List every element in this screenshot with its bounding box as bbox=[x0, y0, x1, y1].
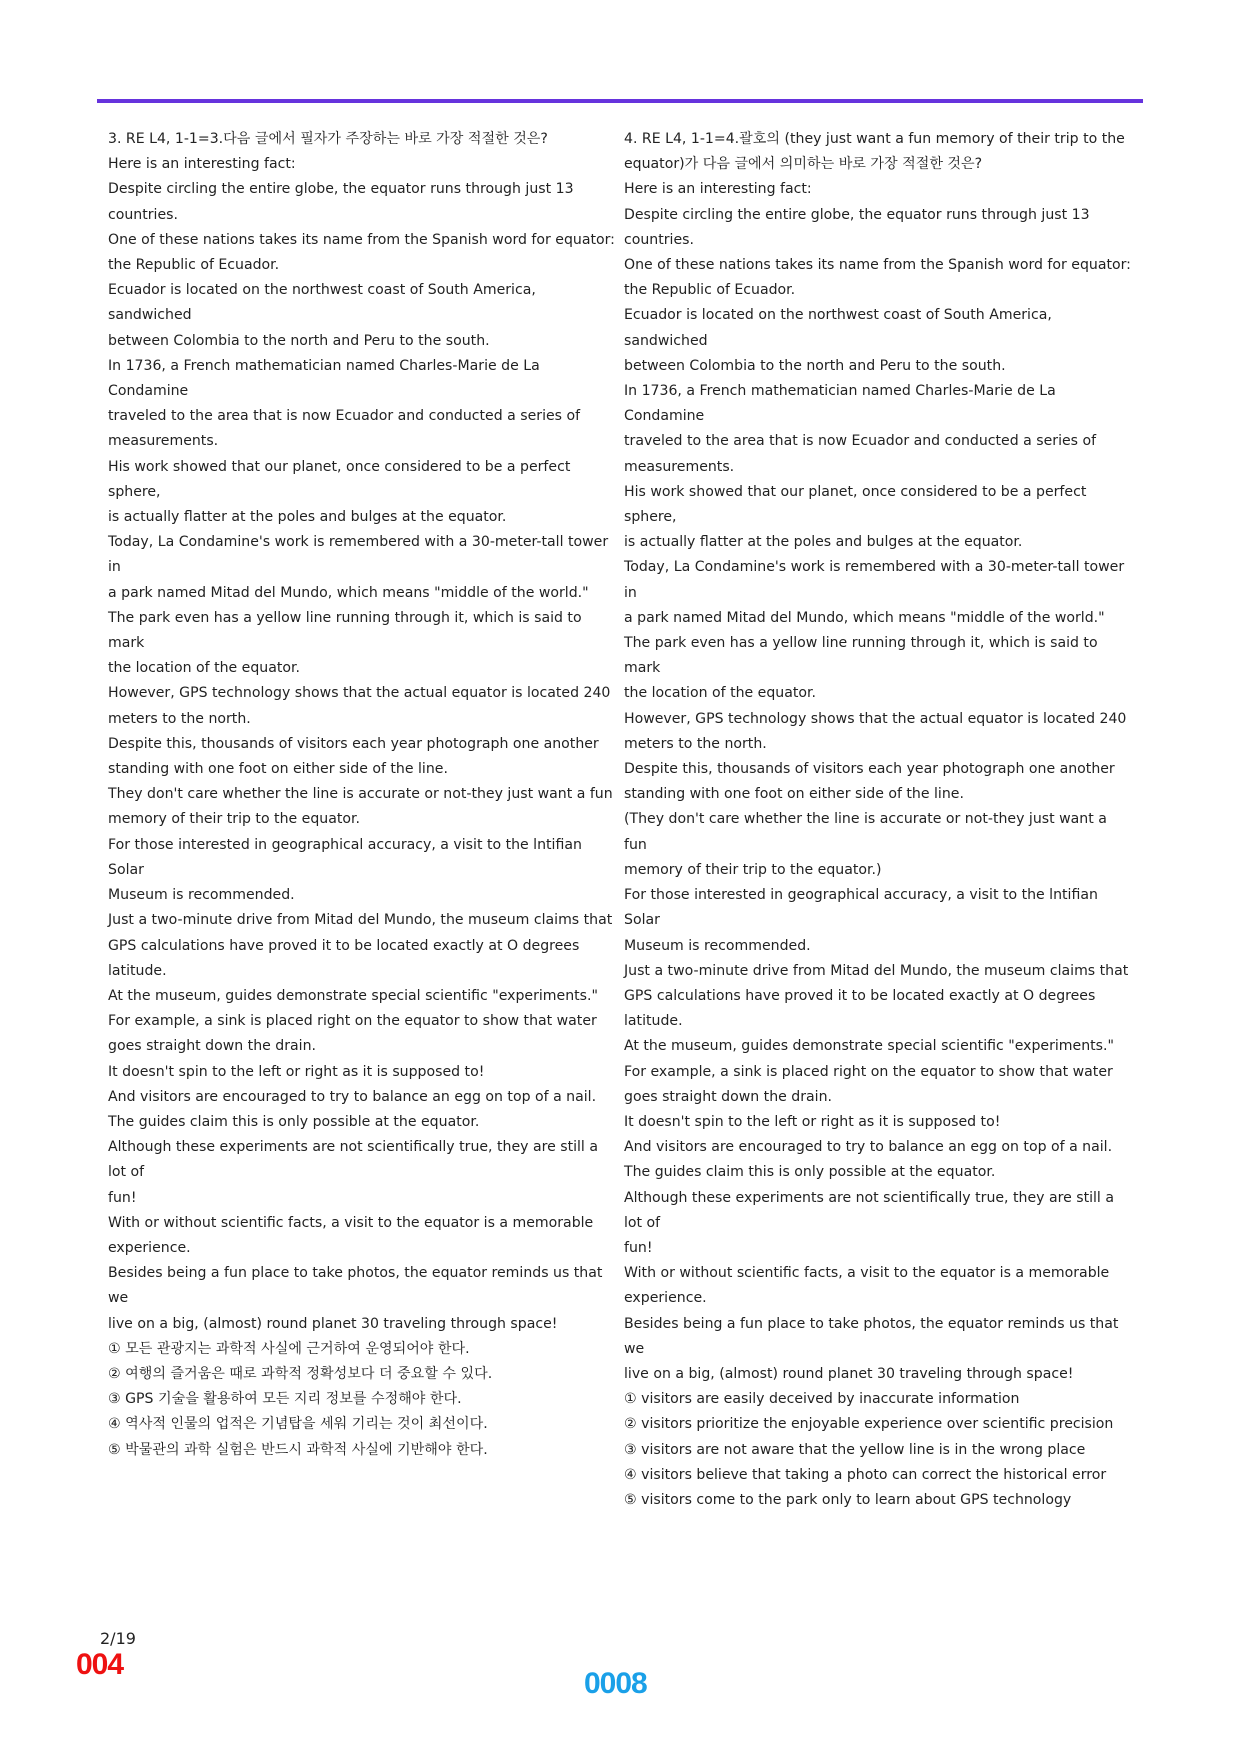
q3-line: ④ 역사적 인물의 업적은 기념탑을 세워 기리는 것이 최선이다. bbox=[108, 1416, 488, 1433]
q3-line: GPS calculations have proved it to be located exactly at O degrees bbox=[108, 937, 580, 954]
q4-line: (They don't care whether the line is accurate or not-they just want a fun bbox=[624, 811, 1107, 853]
q4-line: Besides being a fun place to take photos, the equator reminds us that we bbox=[624, 1315, 1119, 1357]
q3-line: In 1736, a French mathematician named Charles-Marie de La Condamine bbox=[108, 357, 540, 400]
q3-line: Despite circling the entire globe, the equator runs through just 13 bbox=[108, 181, 574, 198]
q3-line: a park named Mitad del Mundo, which means "middle of the world." bbox=[108, 584, 589, 601]
q3-line: is actually flatter at the poles and bulges at the equator. bbox=[108, 509, 507, 526]
q4-line: live on a big, (almost) round planet 30 traveling through space! bbox=[624, 1365, 1074, 1382]
q4-line: It doesn't spin to the left or right as it is supposed to! bbox=[624, 1113, 1001, 1130]
q4-line: The park even has a yellow line running through it, which is said to mark bbox=[624, 635, 1098, 677]
q3-line: countries. bbox=[108, 206, 178, 223]
q3-line: For those interested in geographical accuracy, a visit to the lntifian Solar bbox=[108, 836, 582, 878]
q4-line: memory of their trip to the equator.) bbox=[624, 861, 882, 878]
q4-line: countries. bbox=[624, 231, 694, 248]
q4-line: The guides claim this is only possible at the equator. bbox=[624, 1164, 996, 1181]
q4-line: the Republic of Ecuador. bbox=[624, 282, 796, 299]
q3-line: One of these nations takes its name from the Spanish word for equator: bbox=[108, 231, 615, 248]
q4-line: ⑤ visitors come to the park only to learn about GPS technology bbox=[624, 1491, 1072, 1508]
q4-line: ④ visitors believe that taking a photo can correct the historical error bbox=[624, 1466, 1107, 1483]
q3-line: traveled to the area that is now Ecuador and conducted a series of bbox=[108, 408, 581, 425]
q3-line: meters to the north. bbox=[108, 710, 251, 727]
q4-line: meters to the north. bbox=[624, 735, 767, 752]
q4-line: Museum is recommended. bbox=[624, 937, 811, 954]
q3-line: His work showed that our planet, once considered to be a perfect sphere, bbox=[108, 458, 571, 500]
q4-line: measurements. bbox=[624, 458, 735, 475]
q4-line: 4. RE L4, 1-1=4.괄호의 (they just want a fun memory of their trip to the bbox=[624, 131, 1125, 147]
q4-line: goes straight down the drain. bbox=[624, 1088, 832, 1105]
q4-line: Despite circling the entire globe, the equator runs through just 13 bbox=[624, 206, 1090, 223]
q4-line: ② visitors prioritize the enjoyable experience over scientific precision bbox=[624, 1416, 1114, 1433]
q4-line: the location of the equator. bbox=[624, 685, 816, 702]
q3-line: 3. RE L4, 1-1=3.다음 글에서 필자가 주장하는 바로 가장 적절한 것은? bbox=[108, 131, 548, 147]
q3-line: Museum is recommended. bbox=[108, 887, 295, 904]
q3-line: latitude. bbox=[108, 962, 167, 979]
page-number: 2/19 bbox=[100, 1629, 136, 1648]
q4-line: GPS calculations have proved it to be located exactly at O degrees bbox=[624, 987, 1096, 1004]
q3-line: At the museum, guides demonstrate special scientific "experiments." bbox=[108, 987, 598, 1004]
q3-line: For example, a sink is placed right on the equator to show that water bbox=[108, 1013, 597, 1030]
q4-line: However, GPS technology shows that the actual equator is located 240 bbox=[624, 710, 1127, 727]
q4-line: experience. bbox=[624, 1290, 707, 1307]
q3-line: fun! bbox=[108, 1189, 137, 1206]
q3-line: memory of their trip to the equator. bbox=[108, 811, 360, 828]
q4-line: For example, a sink is placed right on the equator to show that water bbox=[624, 1063, 1113, 1080]
q4-line: between Colombia to the north and Peru to the south. bbox=[624, 357, 1006, 374]
q4-line: ③ visitors are not aware that the yellow line is in the wrong place bbox=[624, 1441, 1086, 1458]
stamp-code-left: 004 bbox=[76, 1648, 124, 1681]
q4-line: is actually flatter at the poles and bulges at the equator. bbox=[624, 534, 1023, 551]
question-3-column bbox=[108, 127, 618, 1463]
top-rule bbox=[97, 99, 1143, 103]
q4-line: Just a two-minute drive from Mitad del Mundo, the museum claims that bbox=[624, 962, 1129, 979]
q3-line: standing with one foot on either side of the line. bbox=[108, 761, 448, 778]
q3-line: measurements. bbox=[108, 433, 219, 450]
q3-line: ⑤ 박물관의 과학 실험은 반드시 과학적 사실에 기반해야 한다. bbox=[108, 1441, 488, 1458]
q4-line: Here is an interesting fact: bbox=[624, 181, 812, 198]
q3-line: The guides claim this is only possible at the equator. bbox=[108, 1113, 480, 1130]
q4-line: For those interested in geographical accuracy, a visit to the lntifian Solar bbox=[624, 887, 1098, 929]
q3-line: the location of the equator. bbox=[108, 660, 300, 677]
q3-line: However, GPS technology shows that the actual equator is located 240 bbox=[108, 685, 611, 702]
q4-line: His work showed that our planet, once considered to be a perfect sphere, bbox=[624, 483, 1087, 526]
q4-line: In 1736, a French mathematician named Charles-Marie de La Condamine bbox=[624, 383, 1056, 425]
q4-line: Although these experiments are not scientifically true, they are still a lot of bbox=[624, 1189, 1114, 1231]
q3-line: ② 여행의 즐거움은 때로 과학적 정확성보다 더 중요할 수 있다. bbox=[108, 1365, 493, 1382]
q4-line: One of these nations takes its name from the Spanish word for equator: bbox=[624, 257, 1131, 274]
q3-line: The park even has a yellow line running through it, which is said to mark bbox=[108, 609, 582, 652]
q4-line: fun! bbox=[624, 1239, 653, 1256]
q3-line: It doesn't spin to the left or right as it is supposed to! bbox=[108, 1063, 485, 1080]
q3-line: Despite this, thousands of visitors each year photograph one another bbox=[108, 735, 599, 752]
q4-line: traveled to the area that is now Ecuador and conducted a series of bbox=[624, 433, 1097, 450]
q4-line: standing with one foot on either side of the line. bbox=[624, 786, 964, 803]
q3-line: With or without scientific facts, a visit to the equator is a memorable bbox=[108, 1214, 594, 1231]
q3-line: live on a big, (almost) round planet 30 traveling through space! bbox=[108, 1315, 558, 1332]
q3-line: Here is an interesting fact: bbox=[108, 156, 296, 173]
q4-line: Despite this, thousands of visitors each year photograph one another bbox=[624, 761, 1115, 778]
q4-line: latitude. bbox=[624, 1013, 683, 1030]
stamp-code-center: 0008 bbox=[584, 1667, 647, 1700]
q3-line: ③ GPS 기술을 활용하여 모든 지리 정보를 수정해야 한다. bbox=[108, 1391, 462, 1408]
q4-line: At the museum, guides demonstrate special scientific "experiments." bbox=[624, 1038, 1114, 1055]
q4-line: ① visitors are easily deceived by inaccurate information bbox=[624, 1391, 1020, 1408]
q3-line: And visitors are encouraged to try to balance an egg on top of a nail. bbox=[108, 1088, 597, 1105]
q4-line: Ecuador is located on the northwest coast of South America, sandwiched bbox=[624, 307, 1052, 349]
q4-line: And visitors are encouraged to try to balance an egg on top of a nail. bbox=[624, 1139, 1113, 1156]
q3-line: They don't care whether the line is accurate or not-they just want a fun bbox=[108, 786, 613, 803]
q3-line: Just a two-minute drive from Mitad del Mundo, the museum claims that bbox=[108, 912, 613, 929]
q4-line: With or without scientific facts, a visit to the equator is a memorable bbox=[624, 1265, 1110, 1282]
q3-line: Besides being a fun place to take photos, the equator reminds us that we bbox=[108, 1265, 603, 1307]
q3-line: the Republic of Ecuador. bbox=[108, 257, 280, 274]
q4-line: a park named Mitad del Mundo, which means "middle of the world." bbox=[624, 609, 1105, 626]
q3-line: Although these experiments are not scientifically true, they are still a lot of bbox=[108, 1139, 598, 1181]
q4-line: Today, La Condamine's work is remembered with a 30-meter-tall tower in bbox=[624, 559, 1125, 601]
q3-line: Today, La Condamine's work is remembered with a 30-meter-tall tower in bbox=[108, 534, 609, 576]
q3-line: experience. bbox=[108, 1239, 191, 1256]
q3-line: ① 모든 관광지는 과학적 사실에 근거하여 운영되어야 한다. bbox=[108, 1340, 470, 1357]
q3-line: goes straight down the drain. bbox=[108, 1038, 316, 1055]
q3-line: between Colombia to the north and Peru to the south. bbox=[108, 332, 490, 349]
q3-line: Ecuador is located on the northwest coast of South America, sandwiched bbox=[108, 282, 536, 324]
question-4-column bbox=[624, 127, 1134, 1513]
q4-line: equator)가 다음 글에서 의미하는 바로 가장 적절한 것은? bbox=[624, 156, 983, 173]
